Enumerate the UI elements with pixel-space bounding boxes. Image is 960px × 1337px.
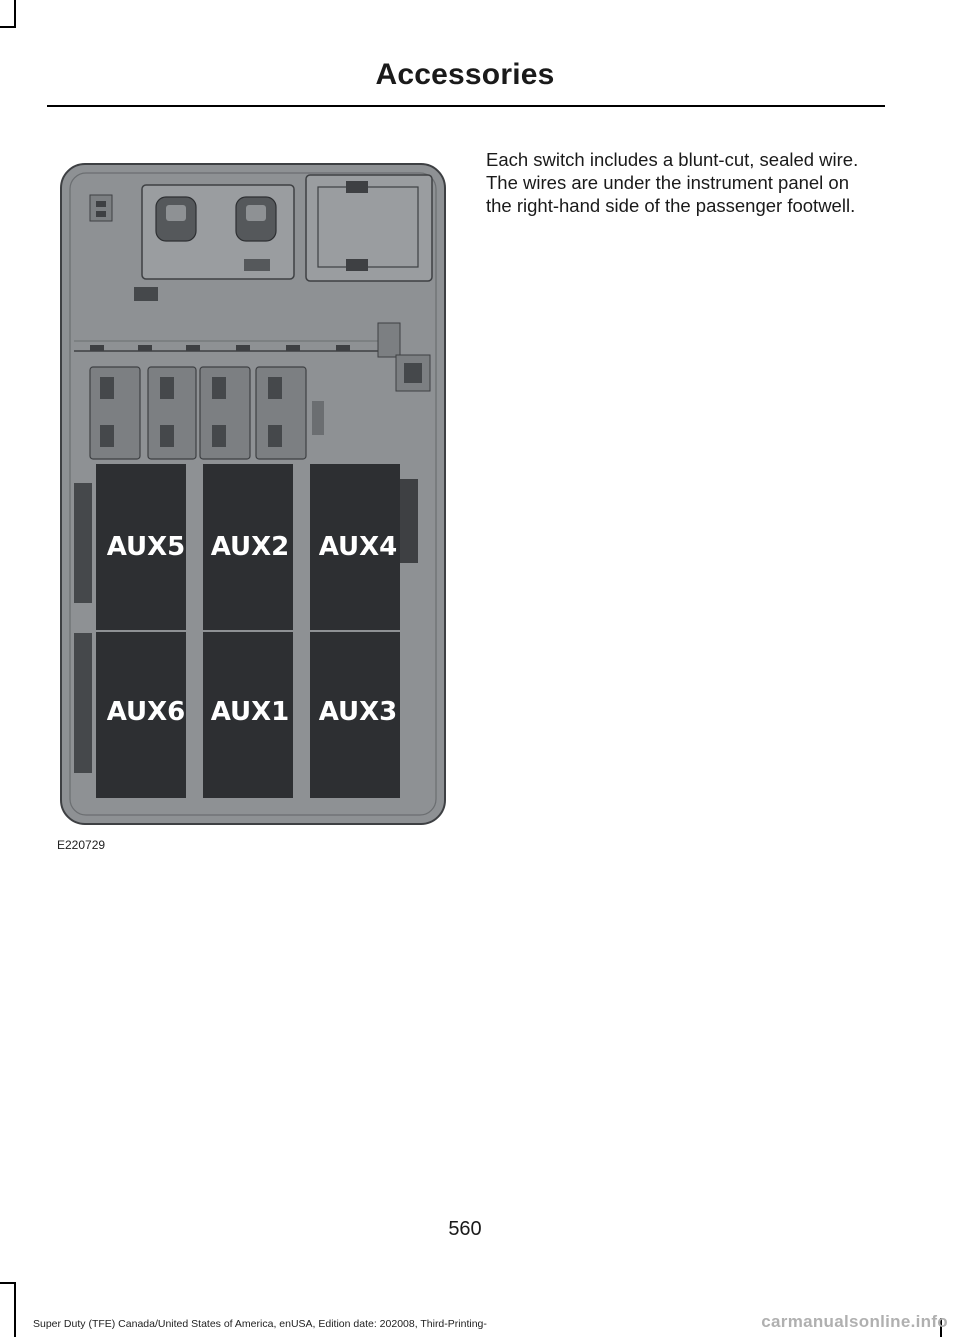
aux6-label: AUX6 [106,697,186,727]
watermark: carmanualsonline.info [761,1312,948,1331]
aux5-label: AUX5 [106,532,186,562]
crop-mark-top-left-vertical [14,0,16,28]
crop-mark-top-left-horizontal [0,26,16,28]
page-number: 560 [448,1218,482,1240]
aux3-label: AUX3 [318,697,398,727]
aux2-label: AUX2 [210,532,290,562]
body-paragraph: Each switch includes a blunt-cut, sealed wire. The wires are under the instrument panel on the right-hand side of the passenger footwell. [486,149,859,216]
fuse-panel-figure [60,163,446,825]
aux1-label: AUX1 [210,697,290,727]
crop-mark-bottom-left-vertical [14,1282,16,1337]
top-right-relay-box [306,175,432,281]
page-title: Accessories [375,58,555,91]
figure-id: E220729 [57,838,106,852]
header-rule [47,105,885,107]
crop-mark-bottom-left-horizontal [0,1282,16,1284]
aux4-label: AUX4 [318,532,398,562]
footer-edition-text: Super Duty (TFE) Canada/United States of America, enUSA, Edition date: 202008, Third-Printing- [33,1318,487,1330]
